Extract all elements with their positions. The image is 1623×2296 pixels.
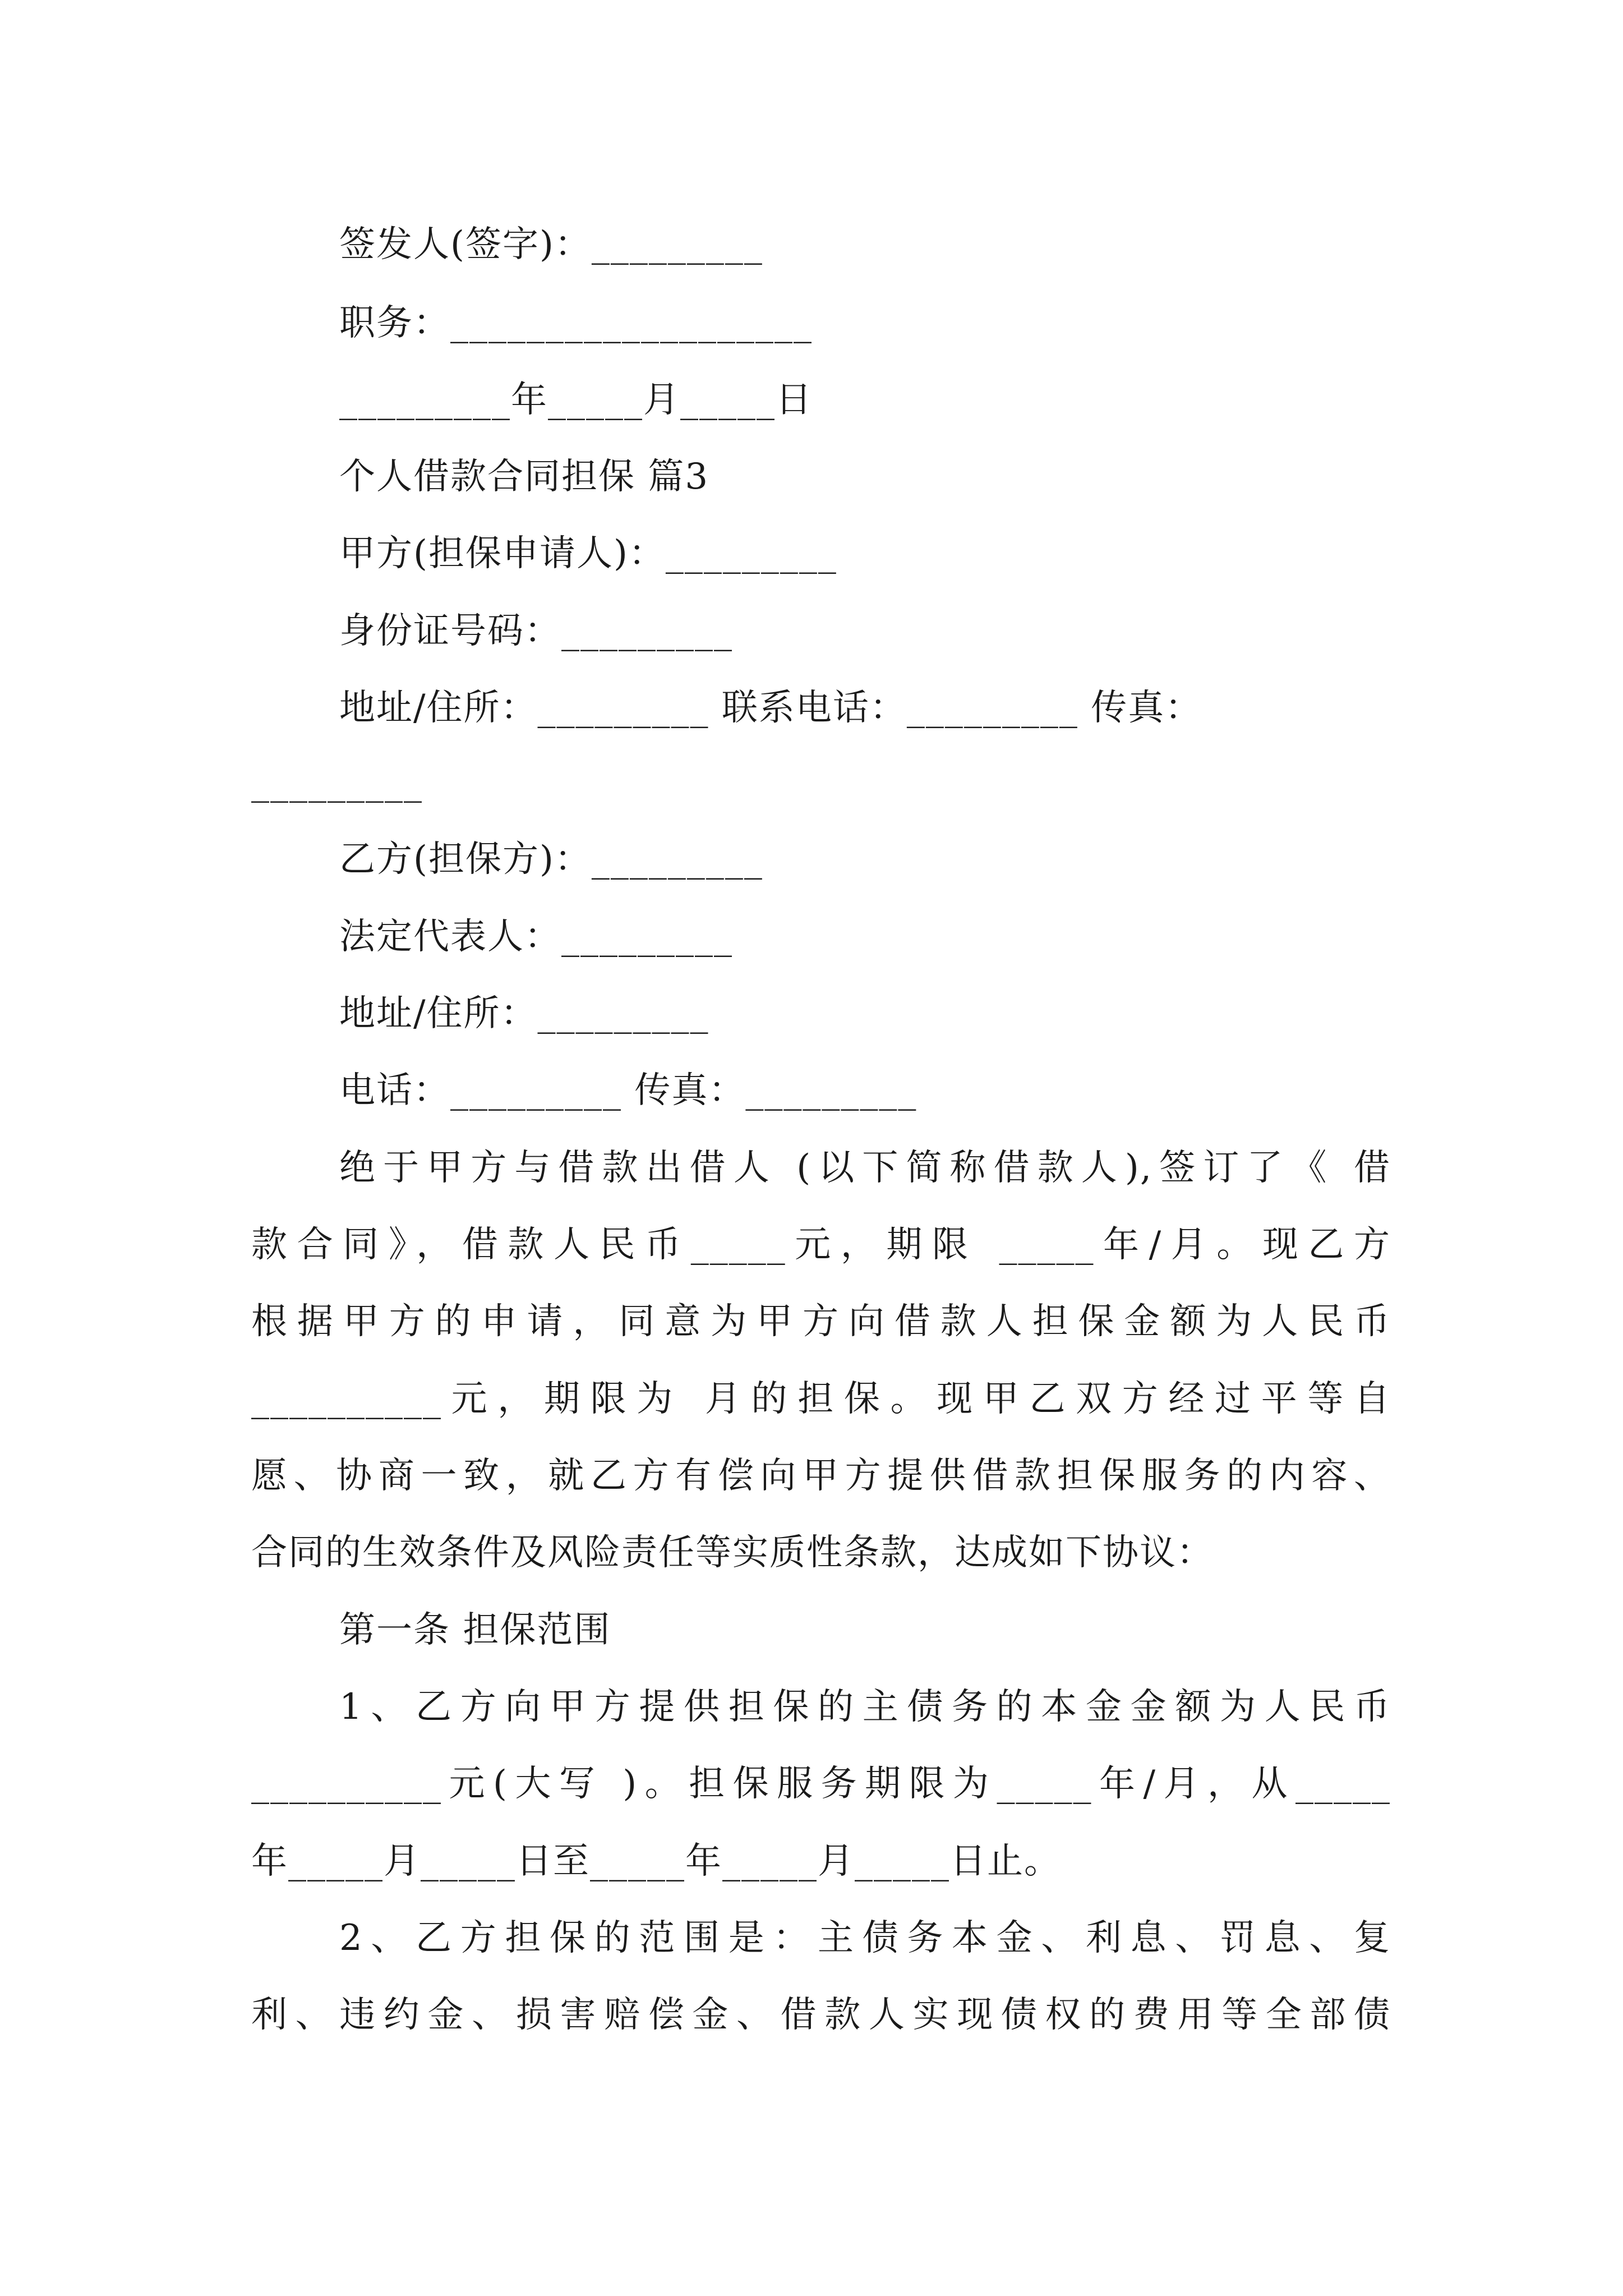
paragraph-line: 根据甲方的申请，同意为甲方向借款人担保金额为人民币: [251, 1301, 1391, 1342]
paragraph-line: __________元，期限为 月的担保。现甲乙双方经过平等自: [251, 1378, 1391, 1420]
party-b-line: 乙方(担保方)：_________: [339, 839, 763, 880]
phone-fax-line: 电话：_________ 传真：_________: [339, 1070, 917, 1111]
party-a-line: 甲方(担保申请人)：_________: [339, 533, 837, 574]
clause-line: __________元(大写 )。担保服务期限为_____年/月，从_____: [251, 1763, 1391, 1805]
date-line: _________年_____月_____日: [339, 379, 813, 421]
address-contact-line: 地址/住所：_________ 联系电话：_________ 传真：: [339, 687, 1202, 729]
clause-line: 1、乙方向甲方提供担保的主债务的本金金额为人民币: [339, 1686, 1391, 1728]
fax-blank-line: _________: [251, 762, 423, 803]
legal-rep-line: 法定代表人：_________: [339, 916, 733, 958]
clause-line: 2、乙方担保的范围是：主债务本金、利息、罚息、复: [339, 1917, 1391, 1959]
clause-line: 利、违约金、损害赔偿金、借款人实现债权的费用等全部债: [251, 1994, 1391, 2036]
signer-line: 签发人(签字)：_________: [339, 224, 763, 265]
party-b-address-line: 地址/住所：_________: [339, 993, 709, 1034]
paragraph-line: 合同的生效条件及风险责任等实质性条款，达成如下协议：: [251, 1532, 1214, 1573]
clause-line: 年_____月_____日至_____年_____月_____日止。: [251, 1841, 1061, 1882]
paragraph-line: 绝于甲方与借款出借人 (以下简称借款人),签订了《 借: [339, 1147, 1391, 1189]
section-title: 个人借款合同担保 篇3: [339, 456, 709, 498]
id-number-line: 身份证号码：_________: [339, 610, 733, 652]
position-line: 职务：___________________: [339, 302, 813, 344]
paragraph-line: 愿、协商一致，就乙方有偿向甲方提供借款担保服务的内容、: [251, 1455, 1391, 1497]
article-heading: 第一条 担保范围: [339, 1609, 611, 1651]
paragraph-line: 款合同》，借款人民币_____元，期限 _____年/月。现乙方: [251, 1224, 1391, 1266]
